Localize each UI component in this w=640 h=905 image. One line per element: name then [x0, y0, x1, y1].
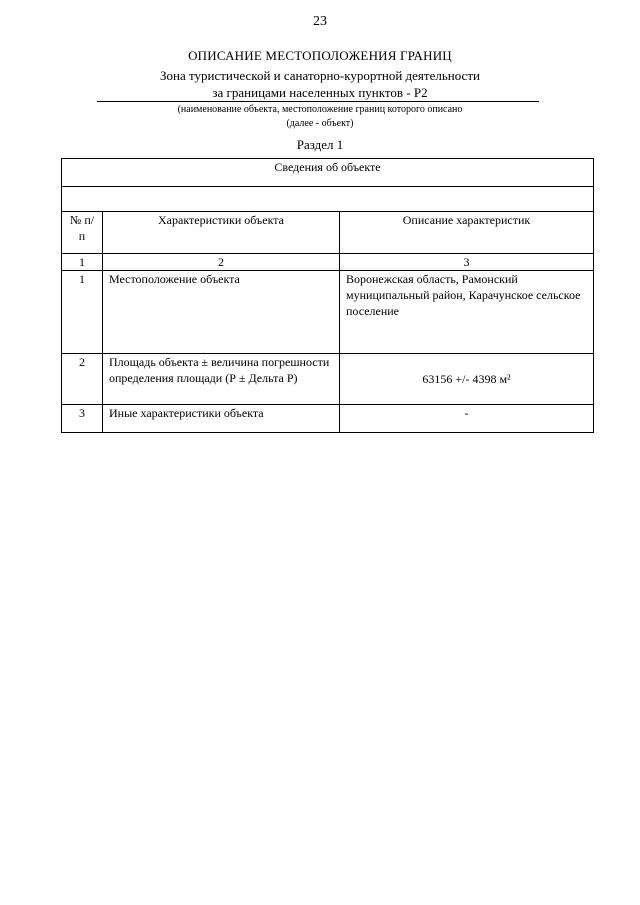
- caption-line-1: (наименование объекта, местоположение границ которого описано: [177, 104, 463, 115]
- row-num: 1: [62, 271, 103, 354]
- table-empty-row: [62, 187, 594, 212]
- table-row: [62, 271, 594, 354]
- column-number-2: 2: [103, 254, 340, 271]
- column-headers-row: [62, 212, 594, 254]
- section-title: Раздел 1: [296, 137, 344, 152]
- zone-name-line-2: за границами населенных пунктов - Р2: [212, 85, 428, 100]
- caption-line-2: (далее - объект): [286, 118, 354, 129]
- document-title: ОПИСАНИЕ МЕСТОПОЛОЖЕНИЯ ГРАНИЦ: [188, 48, 452, 63]
- column-number-1: 1: [62, 254, 103, 271]
- row-description: -: [340, 405, 594, 433]
- column-number-3: 3: [340, 254, 594, 271]
- page-number: 23: [313, 14, 327, 29]
- underline-rule: [97, 101, 539, 102]
- row-num: 2: [62, 354, 103, 405]
- empty-cell: [62, 187, 594, 212]
- table-row: [62, 354, 594, 405]
- column-header-num: № п/п: [62, 212, 103, 254]
- column-numbers-row: [62, 254, 594, 271]
- row-num: 3: [62, 405, 103, 433]
- row-characteristic: Иные характеристики объекта: [103, 405, 340, 433]
- row-description: Воронежская область, Рамонский муниципальный район, Карачунское сельское поселение: [340, 271, 594, 354]
- table-header-row: [62, 159, 594, 187]
- object-info-table: [61, 158, 594, 433]
- zone-name-line-1: Зона туристической и санаторно-курортной деятельности: [160, 68, 480, 83]
- row-characteristic: Площадь объекта ± величина погрешности определения площади (Р ± Дельта Р): [103, 354, 340, 405]
- column-header-characteristic: Характеристики объекта: [103, 212, 340, 254]
- table-row: [62, 405, 594, 433]
- row-description: 63156 +/- 4398 м²: [340, 354, 594, 405]
- column-header-description: Описание характеристик: [340, 212, 594, 254]
- table-header: Сведения об объекте: [62, 159, 594, 187]
- row-characteristic: Местоположение объекта: [103, 271, 340, 354]
